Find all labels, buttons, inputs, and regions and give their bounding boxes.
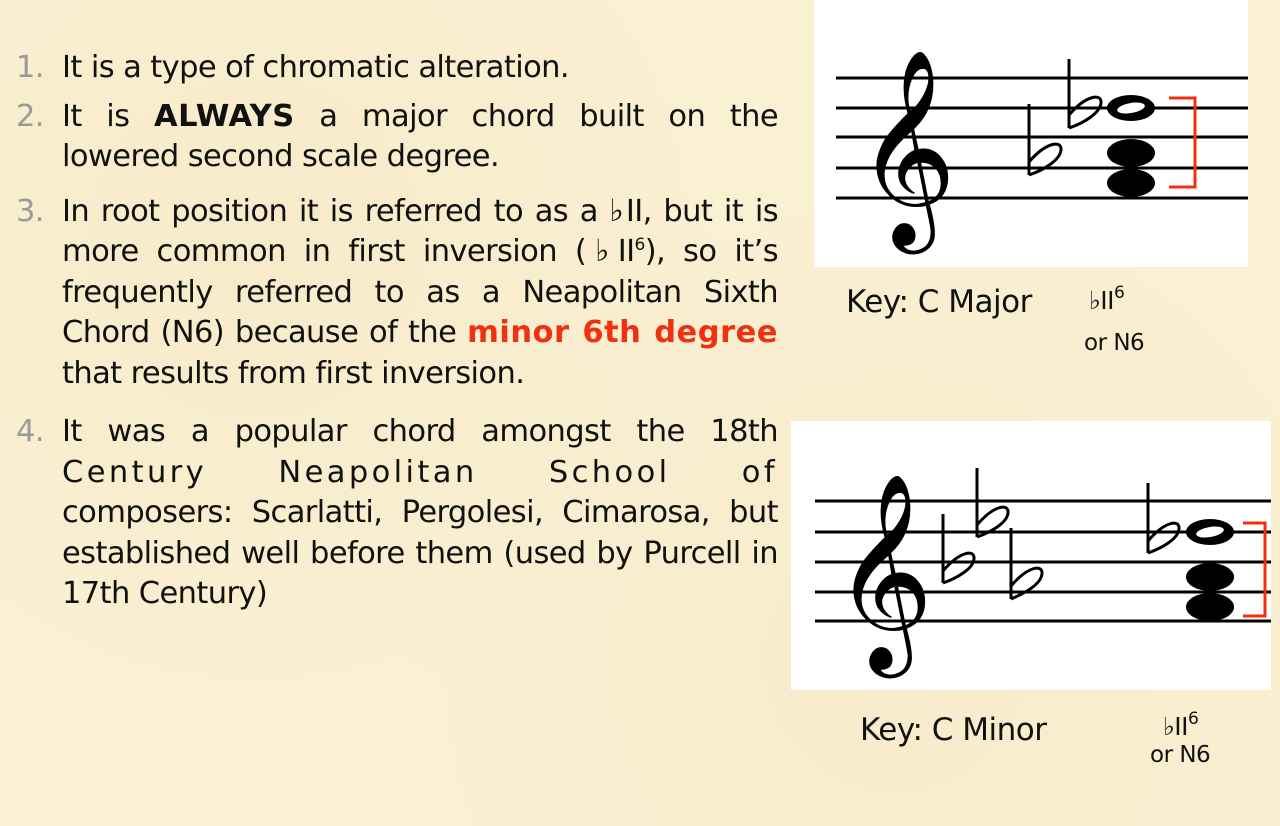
item-text: that results from first inversion.: [62, 355, 525, 391]
alt-label: or N6: [1150, 742, 1211, 768]
item-number: 3.: [16, 193, 44, 229]
item-text: Century Neapolitan School of: [62, 454, 778, 490]
item-number: 4.: [16, 414, 44, 449]
superscript: 6: [634, 235, 645, 255]
chord-figure: [1163, 709, 1199, 741]
item-text: It is: [62, 98, 155, 134]
treble-clef-icon: [856, 48, 956, 254]
score-c-minor: [791, 421, 1271, 690]
superscript: 6: [1188, 709, 1199, 729]
svg-text:𝄞: 𝄞: [856, 48, 957, 246]
item-number: 2.: [16, 98, 44, 134]
emphasis-always: ALWAYS: [154, 98, 295, 134]
list-item: [16, 97, 778, 178]
item-number: 1.: [16, 50, 44, 85]
item-text: a major chord built on the lowered second scale degree.: [62, 98, 778, 174]
highlight-minor-6th: minor 6th degree: [467, 315, 778, 350]
treble-clef-icon: [833, 472, 933, 678]
alt-label: or N6: [1084, 330, 1145, 356]
key-label: Key: C Minor: [860, 712, 1047, 748]
item-text: In root position it is referred to as a ♭II, but it is more common in first inversion (♭II: [62, 193, 778, 269]
list-item: [16, 412, 778, 615]
list-item: [16, 192, 778, 395]
list-item: [16, 48, 778, 89]
item-text: It was a popular chord amongst the 18th: [62, 414, 778, 449]
item-text: composers: Scarlatti, Pergolesi, Cimarosa, but established well before them (used by Purcell in 17th Century): [62, 495, 778, 611]
item-text: It is a type of chromatic alteration.: [62, 50, 569, 85]
key-label: Key: C Major: [846, 284, 1032, 320]
staff-notation: [814, 0, 1248, 267]
staff-notation: [791, 421, 1271, 690]
chord-symbol: ♭II: [1163, 712, 1189, 741]
score-c-major: [814, 0, 1248, 267]
chord-figure: [1089, 283, 1125, 315]
superscript: 6: [1114, 283, 1125, 303]
bullet-list: [16, 48, 778, 615]
svg-text:𝄞: 𝄞: [833, 472, 934, 670]
chord-symbol: ♭II: [1089, 286, 1115, 315]
item-text: ), so it’s frequently referred to as a Neapolitan Sixth Chord (N6) because of the: [62, 234, 778, 350]
